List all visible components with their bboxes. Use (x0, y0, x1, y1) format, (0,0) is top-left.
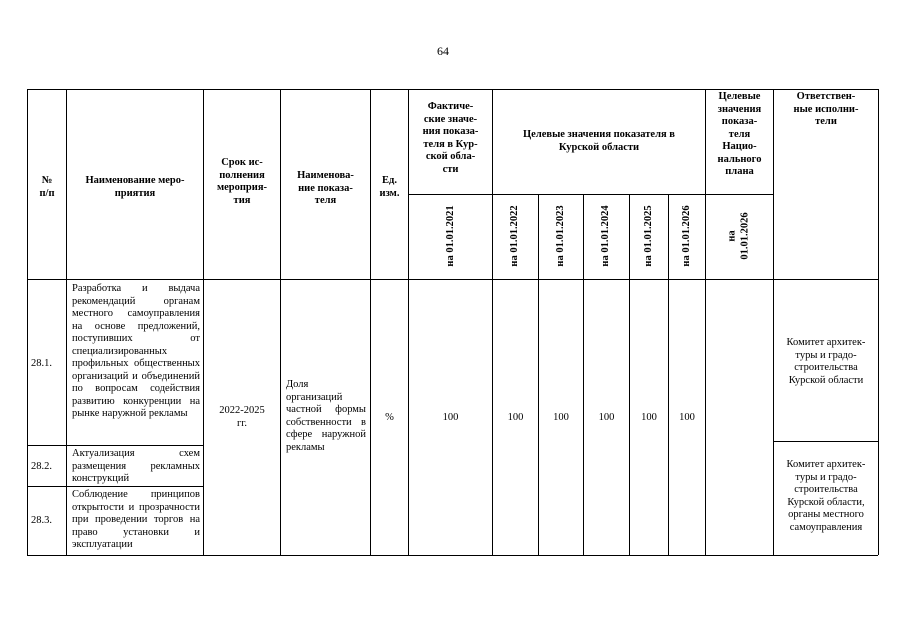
indicator-value: Доля организаций частной формы собственности в сфере наружной рекламы (286, 379, 366, 453)
row-name: Актуализация схем размещения рекламных конструкций (72, 448, 200, 484)
header-target-national: Целевые значения показа- теля Нацио- нального плана (717, 91, 762, 177)
page-number: 64 (437, 44, 449, 58)
header-actual: Фактиче- ские значе- ния показа- теля в Кур- ской обла- сти (422, 101, 479, 175)
responsible-value: Комитет архитек- туры и градо- строительства Курской области (786, 337, 866, 386)
term-value: 2022-2025 гг. (219, 405, 265, 429)
unit-value: % (385, 412, 394, 423)
value-2025: 100 (641, 412, 657, 423)
row-num: 28.1. (31, 358, 52, 369)
header-target-region: Целевые значения показателя в Курской области (523, 129, 675, 153)
date-header-2021: на 01.01.2021 (444, 205, 456, 267)
date-header-national: на 01.01.2026 (726, 212, 750, 260)
row-num: 28.2. (31, 461, 52, 472)
date-header-2026: на 01.01.2026 (680, 205, 692, 267)
header-name: Наименование меро- приятия (85, 175, 185, 199)
value-2026: 100 (679, 412, 695, 423)
value-2022: 100 (507, 412, 524, 423)
responsible-value: Комитет архитек- туры и градо- строительства Курской области, органы местного самоуправления (786, 459, 866, 533)
row-name: Разработка и выдача рекомендаций органам местного самоуправления на основе предложений, поступивших от специализированных профильных общественных организаций и объединений по вопросам содействия развитию конкуренции на рынке наружной рекламы (72, 283, 200, 419)
header-responsible: Ответствен- ные исполни- тели (793, 91, 859, 127)
date-header-2022: на 01.01.2022 (508, 205, 520, 267)
date-header-2025: на 01.01.2025 (642, 205, 654, 267)
header-unit: Ед. изм. (379, 175, 400, 199)
row-name: Соблюдение принципов открытости и прозрачности при проведении торгов на право установки и эксплуатации (72, 489, 200, 550)
row-num: 28.3. (31, 515, 52, 526)
date-header-2023: на 01.01.2023 (554, 205, 566, 267)
date-header-2024: на 01.01.2024 (599, 205, 611, 267)
header-num: № п/п (39, 175, 55, 199)
header-indicator: Наименова- ние показа- теля (297, 170, 354, 206)
header-term: Срок ис- полнения мероприя- тия (216, 157, 268, 206)
value-2024: 100 (598, 412, 615, 423)
value-2023: 100 (553, 412, 569, 423)
value-2021: 100 (442, 412, 459, 423)
